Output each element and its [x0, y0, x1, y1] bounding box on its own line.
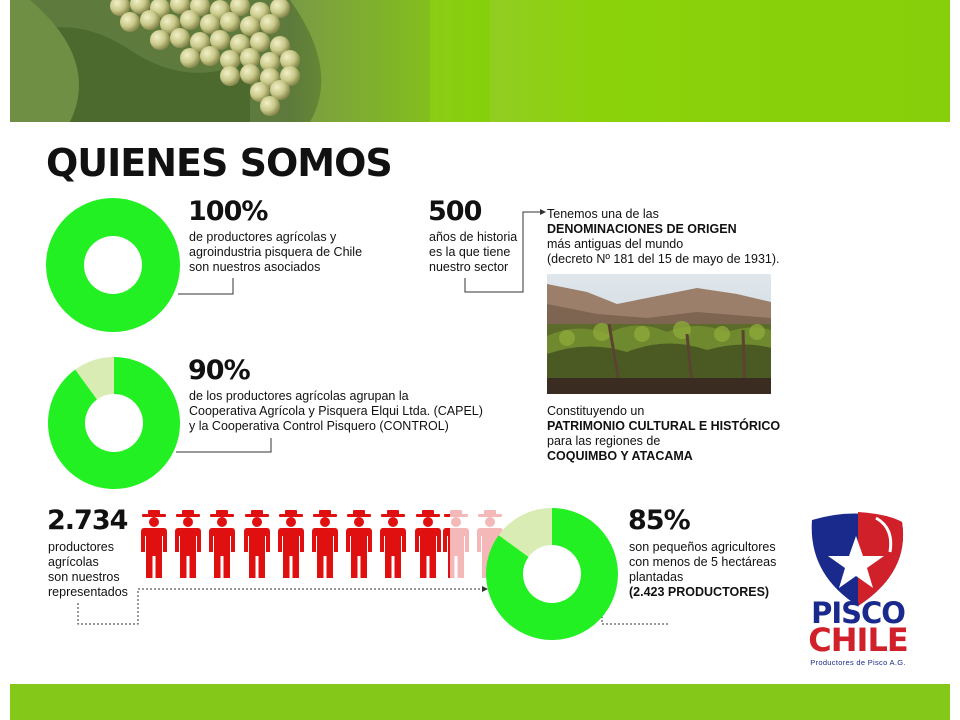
stat-500-line: es la que tiene — [429, 245, 511, 259]
donut-90-segment — [48, 357, 180, 489]
connector-100 — [178, 278, 233, 294]
stat-100-line: de productores agrícolas y — [189, 230, 337, 244]
origin-line: (decreto Nº 181 del 15 de mayo de 1931). — [547, 252, 780, 266]
pisco-chile-logo — [798, 512, 918, 672]
stat-90-description — [189, 389, 483, 434]
stat-85-line: plantadas — [629, 570, 684, 584]
stat-500-line: nuestro sector — [429, 260, 509, 274]
stat-90-line: y la Cooperativa Control Pisquero (CONTROL) — [189, 419, 449, 433]
stat-2734-line: representados — [48, 585, 128, 599]
origin-line: más antiguas del mundo — [547, 237, 684, 251]
connector-500 — [465, 212, 540, 292]
heritage-description — [547, 404, 780, 464]
connector-90 — [176, 438, 271, 452]
person-icon — [207, 510, 237, 580]
logo-pisco-text: PISCO — [811, 596, 905, 630]
logo-chile-text: CHILE — [808, 621, 908, 659]
stat-90-line: Cooperativa Agrícola y Pisquera Elqui Ltda. (CAPEL) — [189, 404, 483, 418]
person-icon — [310, 510, 340, 580]
stat-85-value: 85% — [628, 505, 690, 536]
stat-100-line: son nuestros asociados — [189, 260, 321, 274]
origin-line: Tenemos una de las — [547, 207, 659, 221]
donut-85 — [486, 508, 618, 640]
stat-500-line: años de historia — [429, 230, 518, 244]
donut-90 — [48, 357, 180, 489]
stat-100-line: agroindustria pisquera de Chile — [189, 245, 363, 259]
person-icon — [413, 510, 443, 580]
page-title: QUIENES SOMOS — [46, 141, 392, 185]
heritage-bold: COQUIMBO Y ATACAMA — [547, 449, 693, 463]
heritage-line: para las regiones de — [547, 434, 661, 448]
person-icon — [242, 510, 272, 580]
stat-85-line: con menos de 5 hectáreas — [629, 555, 777, 569]
person-icon — [173, 510, 203, 580]
person-icon — [276, 510, 306, 580]
stat-85-line: son pequeños agricultores — [629, 540, 776, 554]
person-icon — [378, 510, 408, 580]
stat-2734-line: productores — [48, 540, 115, 554]
stat-100-value: 100% — [188, 196, 268, 227]
person-icon — [139, 510, 169, 580]
stat-90-line: de los productores agrícolas agrupan la — [189, 389, 409, 403]
stat-2734-description — [48, 540, 128, 600]
stat-2734-value: 2.734 — [47, 505, 128, 536]
arrow-head — [540, 209, 546, 215]
person-icon — [344, 510, 374, 580]
stat-500-value: 500 — [428, 196, 482, 227]
heritage-bold: PATRIMONIO CULTURAL E HISTÓRICO — [547, 419, 781, 433]
connector-2734 — [78, 589, 482, 624]
stat-85-bold: (2.423 PRODUCTORES) — [629, 585, 770, 599]
bottom-bar — [10, 684, 950, 720]
logo-tagline: Productores de Pisco A.G. — [810, 658, 906, 667]
vineyard-photo — [547, 274, 771, 394]
stat-85-description — [629, 540, 776, 600]
stat-2734-line: son nuestros — [48, 570, 120, 584]
heritage-line: Constituyendo un — [547, 404, 645, 418]
stat-90-value: 90% — [188, 355, 250, 386]
person-icon-partial — [441, 510, 450, 580]
origin-bold: DENOMINACIONES DE ORIGEN — [547, 222, 737, 236]
stat-2734-line: agrícolas — [48, 555, 99, 569]
